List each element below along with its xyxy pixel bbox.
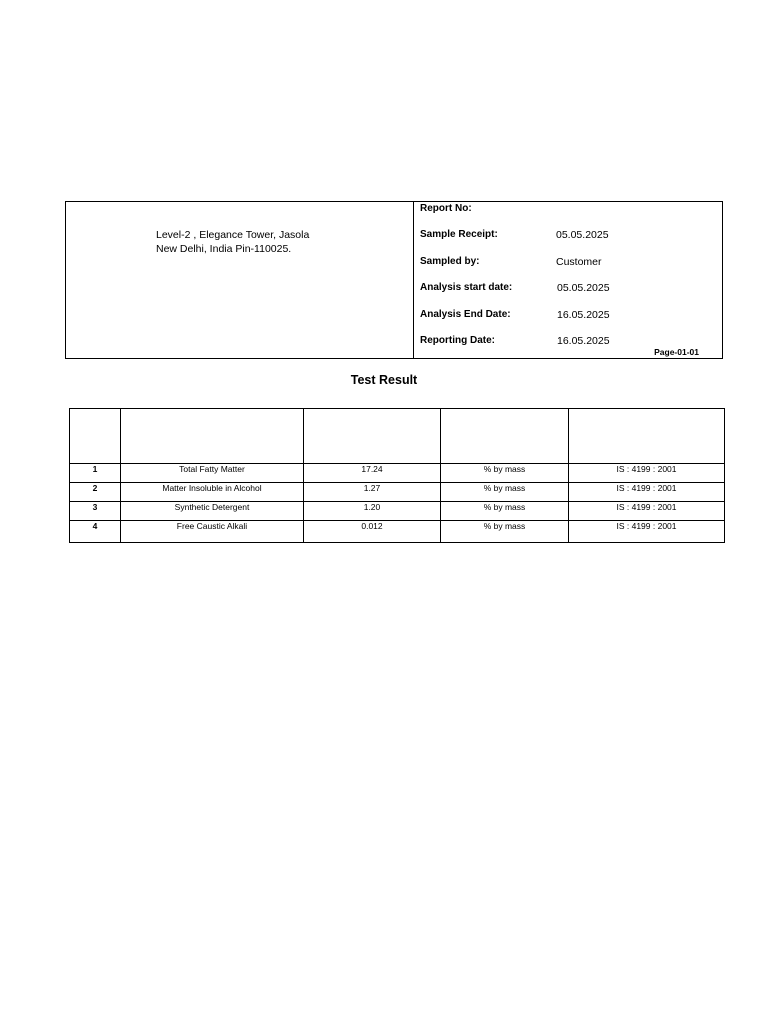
reporting-date-value: 16.05.2025 — [557, 335, 610, 347]
report-no-label: Report No: — [420, 203, 472, 214]
row-result: 1.27 — [304, 483, 441, 502]
table-header-row — [70, 409, 725, 464]
row-sno: 2 — [70, 483, 121, 502]
table-row — [70, 464, 725, 483]
row-sno: 4 — [70, 521, 121, 543]
row-parameter: Matter Insoluble in Alcohol — [121, 483, 304, 502]
row-unit: % by mass — [441, 464, 569, 483]
sampled-by-value: Customer — [556, 256, 602, 268]
table-row — [70, 521, 725, 543]
row-result: 1.20 — [304, 502, 441, 521]
row-result: 0.012 — [304, 521, 441, 543]
analysis-end-label: Analysis End Date: — [420, 309, 511, 320]
header-cell-result — [304, 409, 441, 464]
row-unit: % by mass — [441, 483, 569, 502]
table-row — [70, 483, 725, 502]
row-result: 17.24 — [304, 464, 441, 483]
header-cell-sno — [70, 409, 121, 464]
analysis-end-value: 16.05.2025 — [557, 309, 610, 321]
row-parameter: Synthetic Detergent — [121, 502, 304, 521]
row-parameter: Free Caustic Alkali — [121, 521, 304, 543]
analysis-start-value: 05.05.2025 — [557, 282, 610, 294]
lab-address — [156, 228, 309, 256]
reporting-date-label: Reporting Date: — [420, 335, 495, 346]
table-row — [70, 502, 725, 521]
results-table — [69, 408, 725, 543]
row-sno: 1 — [70, 464, 121, 483]
row-method: IS : 4199 : 2001 — [569, 483, 725, 502]
address-line-2: New Delhi, India Pin-110025. — [156, 243, 292, 255]
row-parameter: Total Fatty Matter — [121, 464, 304, 483]
row-method: IS : 4199 : 2001 — [569, 502, 725, 521]
page-title: Test Result — [350, 373, 418, 387]
header-divider — [413, 202, 414, 358]
header-cell-method — [569, 409, 725, 464]
analysis-start-label: Analysis start date: — [420, 282, 513, 293]
row-sno: 3 — [70, 502, 121, 521]
header-cell-parameter — [121, 409, 304, 464]
address-line-1: Level-2 , Elegance Tower, Jasola — [156, 229, 310, 241]
row-unit: % by mass — [441, 502, 569, 521]
row-method: IS : 4199 : 2001 — [569, 464, 725, 483]
header-cell-unit — [441, 409, 569, 464]
sampled-by-label: Sampled by: — [420, 256, 480, 267]
row-method: IS : 4199 : 2001 — [569, 521, 725, 543]
sample-receipt-value: 05.05.2025 — [556, 229, 609, 241]
page-number: Page-01-01 — [654, 347, 699, 357]
sample-receipt-label: Sample Receipt: — [420, 229, 498, 240]
report-header — [65, 201, 723, 359]
row-unit: % by mass — [441, 521, 569, 543]
